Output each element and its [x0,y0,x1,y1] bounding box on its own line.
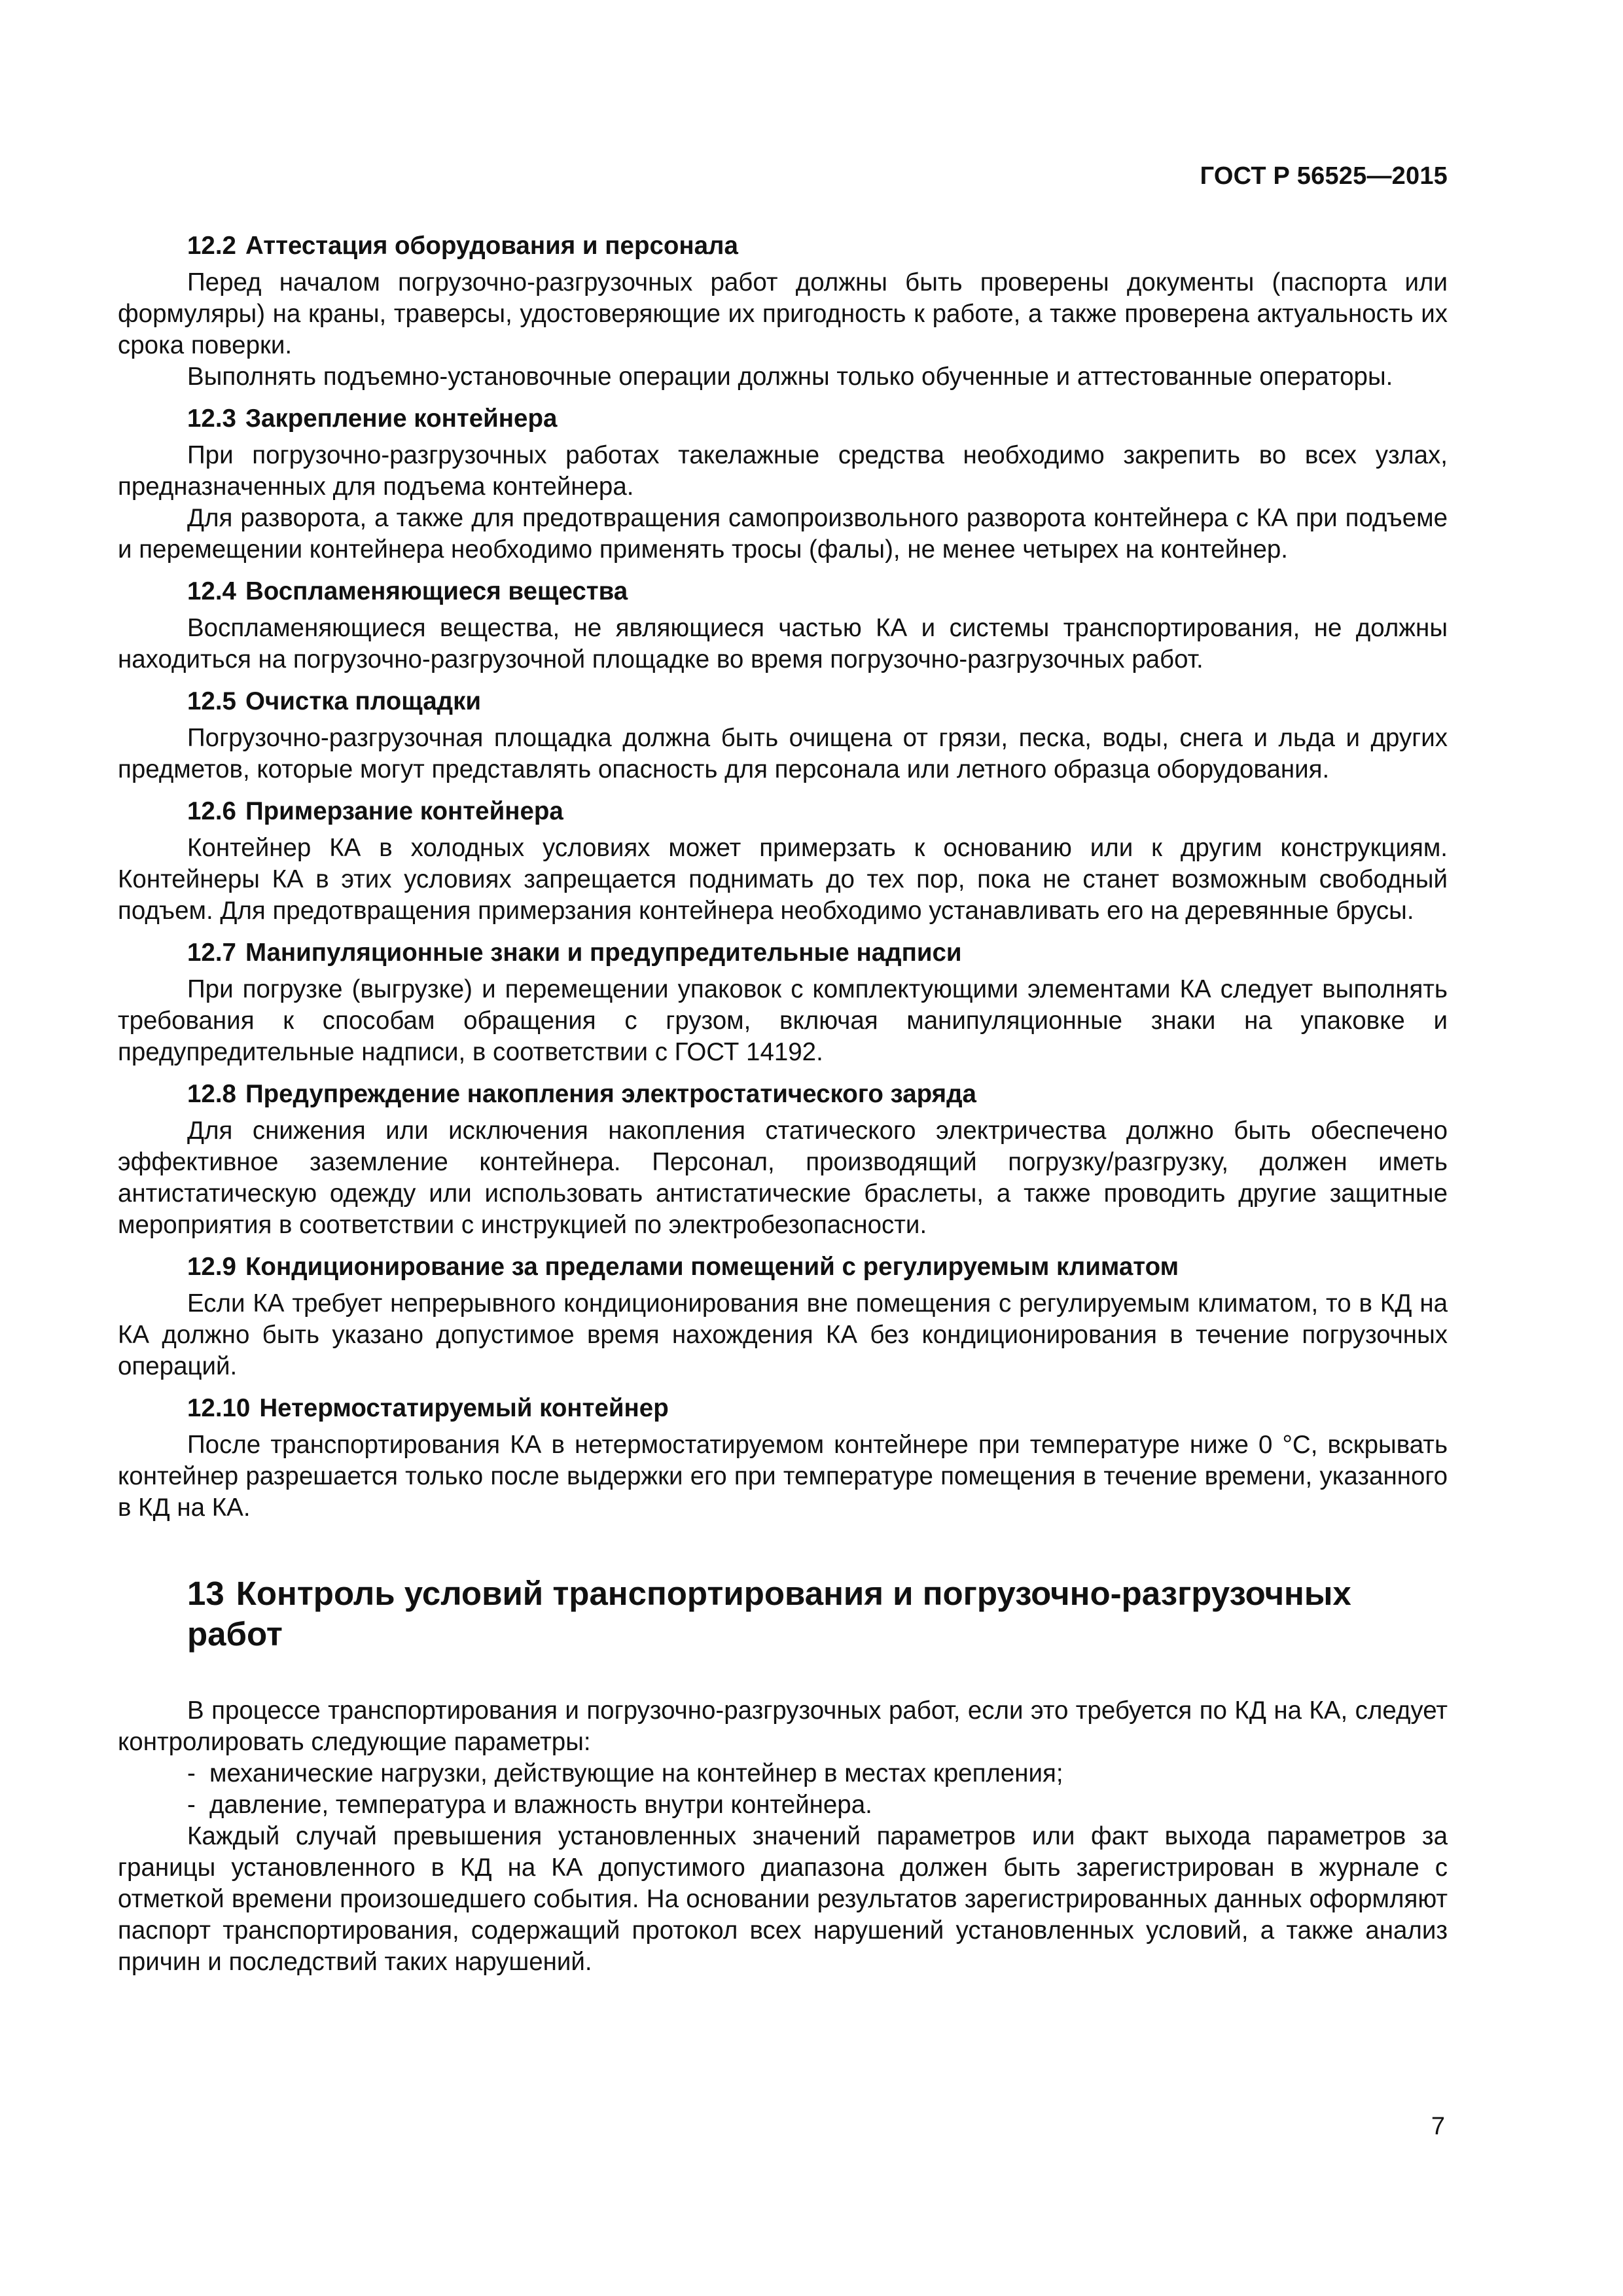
subsection-heading [118,230,1448,262]
section-13-closing: Каждый случай превышения установленных значений параметров или факт выхода параметров за границы установленного в КД на КА допустимого диапазона должен быть зарегистрирован в журнале с отметкой времени произошедшего события. На основании результатов зарегистрированных данных оформляют паспорт транспортирования, содержащий протокол всех нарушений установленных условий, а также анализ причин и последствий таких нарушений. [118,1822,1448,1976]
section-13-heading [118,1573,1448,1655]
subsection-heading [118,576,1448,607]
section-number: 13 [187,1575,224,1612]
subsection-heading [118,686,1448,717]
page-content [118,230,1448,1978]
section-13-intro: В процессе транспортирования и погрузочно-разгрузочных работ, если это требуется по КД на КА, следует контролировать следующие параметры: [118,1696,1448,1756]
list-item-text: механические нагрузки, действующие на контейнер в местах крепления; [209,1759,1063,1787]
subsection-number: 12.10 [187,1394,251,1422]
subsection-heading [118,937,1448,969]
list-marker: - [187,1791,196,1819]
subsection-title: Очистка площадки [245,687,482,715]
list-item-text: давление, температура и влажность внутри контейнера. [209,1791,872,1819]
subsection-title: Воспламеняющиеся вещества [245,577,628,605]
subsection-paragraph: Погрузочно-разгрузочная площадка должна быть очищена от грязи, песка, воды, снега и льда и других предметов, которые могут представлять опасность для персонала или летного образца оборудования. [118,724,1448,783]
section-title: Контроль условий транспортирования и погрузочно-разгрузочных работ [187,1575,1351,1653]
subsection-paragraph: Для снижения или исключения накопления статического электричества должно быть обеспечено эффективное заземление контейнера. Персонал, производящий погрузку/разгрузку, должен иметь антистатическую одежду или использовать антистатические браслеты, а также проводить другие защитные мероприятия в соответствии с инструкцией по электробезопасности. [118,1117,1448,1239]
subsection-heading [118,1251,1448,1283]
subsection-number: 12.7 [187,939,236,967]
subsection-title: Кондиционирование за пределами помещений с регулируемым климатом [245,1253,1179,1281]
list-item [118,1758,1448,1789]
subsection-paragraph: Перед началом погрузочно-разгрузочных работ должны быть проверены документы (паспорта или формуляры) на краны, траверсы, удостоверяющие их пригодность к работе, а также проверена актуальность их срока поверки. [118,268,1448,359]
subsection-paragraph: После транспортирования КА в нетермостатируемом контейнере при температуре ниже 0 °С, вскрывать контейнер разрешается только после выдержки его при температуре помещения в течение времени, указанного в КД на КА. [118,1431,1448,1522]
document-code: ГОСТ Р 56525—2015 [1200,162,1448,190]
subsection-paragraph: При погрузке (выгрузке) и перемещении упаковок с комплектующими элементами КА следует выполнять требования к способам обращения с грузом, включая манипуляционные знаки на упаковке и предупредительные надписи, в соответствии с ГОСТ 14192. [118,975,1448,1066]
subsection-title: Аттестация оборудования и персонала [245,232,738,260]
subsection-title: Закрепление контейнера [245,404,558,433]
subsection-paragraph: При погрузочно-разгрузочных работах такелажные средства необходимо закрепить во всех узлах, предназначенных для подъема контейнера. [118,441,1448,501]
subsection-title: Манипуляционные знаки и предупредительные надписи [245,939,962,967]
subsection-heading [118,796,1448,827]
subsection-title: Предупреждение накопления электростатического заряда [245,1080,976,1108]
subsection-title: Нетермостатируемый контейнер [259,1394,669,1422]
list-marker: - [187,1759,196,1787]
page-number: 7 [1431,2113,1445,2140]
subsection-number: 12.3 [187,404,236,433]
subsection-heading [118,1393,1448,1424]
subsection-paragraph: Для разворота, а также для предотвращения самопроизвольного разворота контейнера с КА при подъеме и перемещении контейнера необходимо применять тросы (фалы), не менее четырех на контейнер. [118,504,1448,564]
subsection-paragraph: Если КА требует непрерывного кондиционирования вне помещения с регулируемым климатом, то в КД на КА должно быть указано допустимое время нахождения КА без кондиционирования в течение погрузочных операций. [118,1289,1448,1380]
subsection-number: 12.5 [187,687,236,715]
subsection-number: 12.6 [187,797,236,825]
subsections-12 [118,230,1448,1524]
subsection-heading [118,1079,1448,1110]
list-item [118,1789,1448,1821]
subsection-paragraph: Воспламеняющиеся вещества, не являющиеся частью КА и системы транспортирования, не должны находиться на погрузочно-разгрузочной площадке во время погрузочно-разгрузочных работ. [118,614,1448,673]
subsection-number: 12.8 [187,1080,236,1108]
subsection-number: 12.4 [187,577,236,605]
subsection-title: Примерзание контейнера [245,797,563,825]
subsection-number: 12.9 [187,1253,236,1281]
subsection-paragraph: Выполнять подъемно-установочные операции должны только обученные и аттестованные операторы. [187,363,1393,391]
parameter-list [118,1758,1448,1821]
subsection-heading [118,403,1448,435]
subsection-paragraph: Контейнер КА в холодных условиях может примерзать к основанию или к другим конструкциям. Контейнеры КА в этих условиях запрещается поднимать до тех пор, пока не станет возможным свободный подъем. Для предотвращения примерзания контейнера необходимо устанавливать его на деревянные брусы. [118,834,1448,925]
subsection-number: 12.2 [187,232,236,260]
